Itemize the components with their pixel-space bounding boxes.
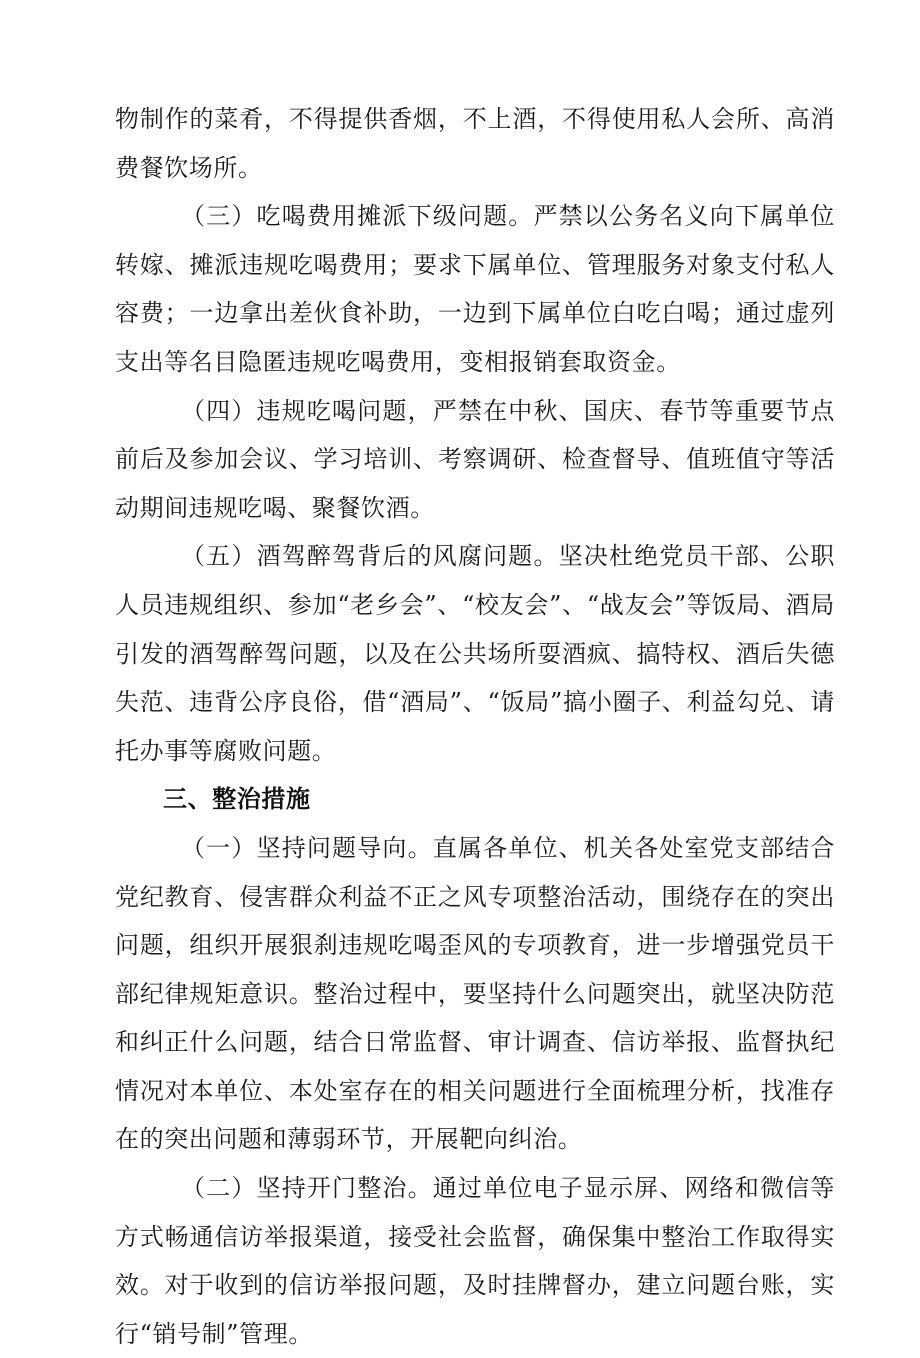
paragraph-item-5: （五）酒驾醉驾背后的风腐问题。坚决杜绝党员干部、公职人员违规组织、参加“老乡会”、“校友会”、“战友会”等饭局、酒局引发的酒驾醉驾问题，以及在公共场所耍酒疯、搞特权、酒后失德失范、违背公序良俗，借“酒局”、“饭局”搞小圈子、利益勾兑、请托办事等腐败问题。	[115, 542, 835, 765]
paragraph-item-4: （四）违规吃喝问题，严禁在中秋、国庆、春节等重要节点前后及参加会议、学习培训、考察调研、检查督导、值班值守等活动期间违规吃喝、聚餐饮酒。	[115, 396, 835, 522]
paragraph-measure-2: （二）坚持开门整治。通过单位电子显示屏、网络和微信等方式畅通信访举报渠道，接受社会监督，确保集中整治工作取得实效。对于收到的信访举报问题，及时挂牌督办，建立问题台账，实行“销号制”管理。	[115, 1174, 835, 1348]
section-heading: 三、整治措施	[163, 785, 311, 814]
paragraph-measure-1: （一）坚持问题导向。直属各单位、机关各处室党支部结合党纪教育、侵害群众利益不正之风专项整治活动，围绕存在的突出问题，组织开展狠刹违规吃喝歪风的专项教育，进一步增强党员干部纪律规矩意识。整治过程中，要坚持什么问题突出，就坚决防范和纠正什么问题，结合日常监督、审计调查、信访举报、监督执纪情况对本单位、本处室存在的相关问题进行全面梳理分析，找准存在的突出问题和薄弱环节，开展靶向纠治。	[115, 833, 835, 1154]
paragraph-continuation: 物制作的菜肴，不得提供香烟，不上酒，不得使用私人会所、高消费餐饮场所。	[115, 105, 835, 182]
document-body	[115, 95, 835, 1358]
paragraph-item-3: （三）吃喝费用摊派下级问题。严禁以公务名义向下属单位转嫁、摊派违规吃喝费用；要求下属单位、管理服务对象支付私人容费；一边拿出差伙食补助，一边到下属单位白吃白喝；通过虚列支出等名目隐匿违规吃喝费用，变相报销套取资金。	[115, 202, 835, 376]
